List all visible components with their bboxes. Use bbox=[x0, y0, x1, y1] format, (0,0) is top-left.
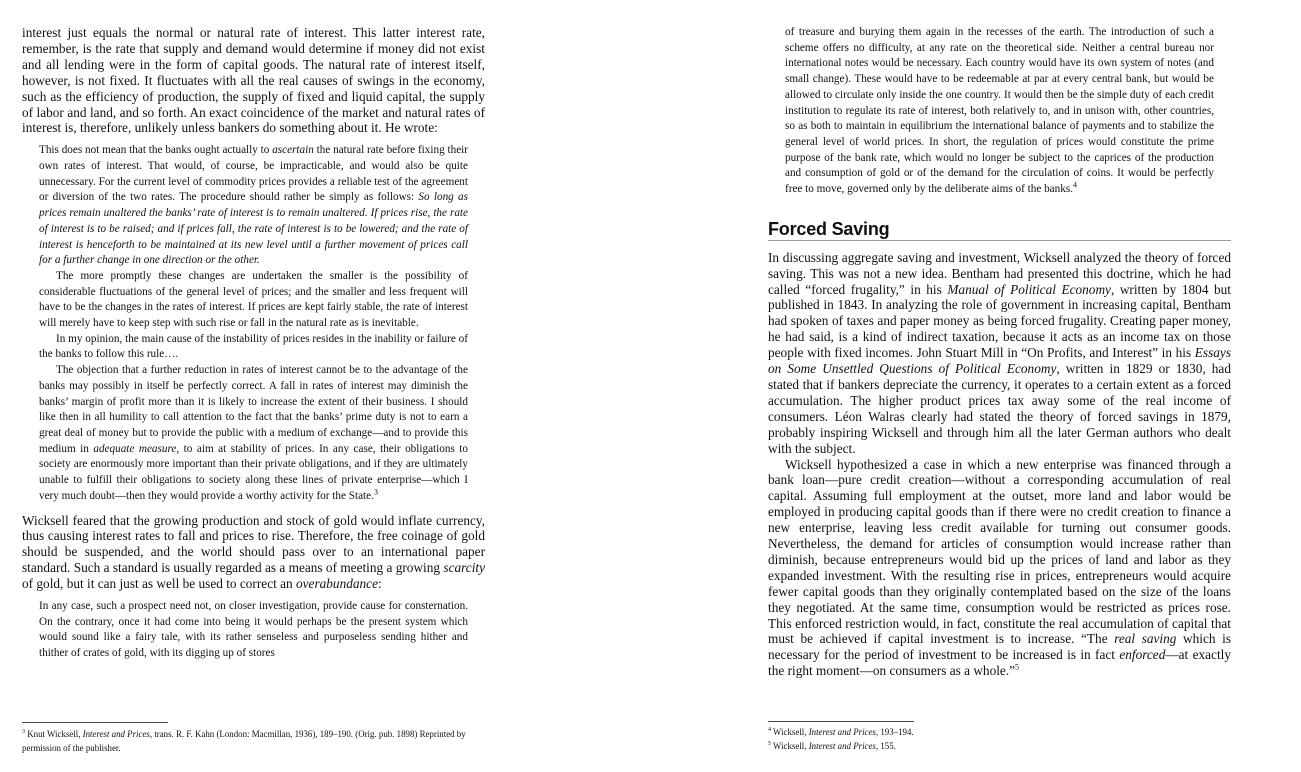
quote-paragraph bbox=[39, 143, 468, 269]
quote-text: , to aim at stability of prices. In any case, their obligations to society are enormously more important than their private obligations, and if they are ultimately unable to fulfill their obligations to society along these lines of private enterprise—which I very much doubt—then they would provide a worthy activity for the State. bbox=[39, 442, 469, 502]
quote-paragraph bbox=[39, 599, 468, 662]
quote-text: In my opinion, the main cause of the instability of prices resides in the inability or failure of the banks to follow this rule…. bbox=[39, 332, 468, 361]
paragraph-emphasis: Essays on Some Unsettled Questions of Political Economy bbox=[768, 345, 1231, 377]
paragraph-emphasis: overabundance bbox=[296, 576, 378, 592]
quote-text: This does not mean that the banks ought actually to bbox=[39, 144, 273, 157]
body-paragraph bbox=[768, 250, 1231, 457]
paragraph-text: : bbox=[377, 576, 382, 592]
block-quote bbox=[22, 599, 485, 662]
quote-text: The objection that a further reduction in rates of interest cannot be to the advantage of the banks may possibly in itself be perfectly correct. A fall in rates of interest may diminish the banks’ margin of profit more than it is likely to increase the extent of their business. I should like then in all humility to call attention to the fact that the banks’ prime duty is not to earn a great deal of money but to provide the public with a medium of exchange—and to provide this medium in bbox=[39, 364, 468, 455]
quote-emphasis: ascertain bbox=[272, 144, 314, 157]
section-heading: Forced Saving bbox=[768, 218, 1231, 241]
footnote-text: 193–194. bbox=[878, 727, 914, 737]
quote-paragraph bbox=[39, 332, 468, 363]
paragraph-text: Wicksell feared that the growing production and stock of gold would inflate currency, thus causing interest rates to fall and prices to rise. Therefore, the free coinage of gold should be suspended, and the world should pass over to an international paper standard. Such a standard is usually regarded as a means of meeting a growing bbox=[22, 512, 485, 576]
quote-paragraph bbox=[39, 363, 468, 504]
footnote-text: 155. bbox=[878, 740, 896, 751]
paragraph-text: which is necessary for the period of investment to be increased is in fact bbox=[768, 631, 1231, 663]
footnote bbox=[768, 740, 1231, 754]
paragraph-emphasis: enforced bbox=[1119, 647, 1166, 663]
quote-emphasis: So long as prices remain unaltered the banks’ rate of interest is to remain unaltered. If prices rise, the rate of interest is to be raised; and if prices fall, the rate of interest is to be lowered; and the rate of interest is henceforth to be maintained at its new level until a further movement of prices call for a further change in one direction or the other. bbox=[39, 191, 469, 267]
body-paragraph bbox=[22, 25, 485, 136]
footnote-number: 3 bbox=[22, 729, 25, 736]
footnote-text: Knut Wicksell, bbox=[25, 729, 83, 739]
footnotes bbox=[768, 726, 1231, 753]
footnote-reference[interactable]: 3 bbox=[373, 487, 378, 497]
footnote-number: 5 bbox=[768, 740, 771, 747]
footnotes bbox=[22, 728, 485, 755]
paragraph-emphasis: real saving bbox=[1114, 631, 1177, 647]
quote-emphasis: adequate measure bbox=[93, 442, 177, 455]
block-quote bbox=[768, 25, 1231, 198]
footnote-text: Wicksell, bbox=[771, 740, 809, 751]
quote-text: of treasure and burying them again in the recesses of the earth. The introduction of such a scheme offers no difficulty, at any rate on the theoretical side. Neither a central bureau nor international notes would be necessary. Each country would have its own system of notes (and small change). These would have to be redeemable at par at every central bank, but would be allowed to circulate only inside the one country. It would then be the simple duty of each credit institution to regulate its rate of interest, both relatively to, and in unison with, other countries, so as both to maintain in equilibrium the international balance of payments and to stabilize the general level of world prices. In short, the regulation of prices would constitute the prime purpose of the bank rate, which would no longer be subject to the caprices of the production and consumption of gold or of the demand for the circulation of coins. It would be perfectly free to move, governed only by the deliberate aims of the banks. bbox=[785, 26, 1214, 196]
footnote bbox=[22, 728, 485, 755]
paragraph-text: Wicksell hypothesized a case in which a new enterprise was financed through a bank loan—pure credit creation—without a corresponding accumulation of real capital. Assuming full employment at the outset, more land and labor would be employed in producing capital goods than if there were no credit creation to finance a new enterprise, leaving less credit available for turning out consumer goods. Nevertheless, the demand for articles of consumption would increase rather than diminish, because entrepreneurs would bid up the prices of land and labor as they expanded investment. With the resulting rise in prices, entrepreneurs would acquire fewer capital goods than they originally contemplated based on the size of the loans they negotiated. At the same time, consumption would be restricted as prices rose. This enforced restriction would, in fact, constitute the real accumulation of capital that must be achieved if capital investment is to increase. “The bbox=[768, 456, 1231, 647]
footnote bbox=[768, 726, 1231, 740]
paragraph-text: , written by 1804 but published in 1843. In analyzing the role of government in increasing capital, Bentham had spoken of taxes and paper money as being forced frugality. Creating paper money, he had said, is a kind of indirect taxation, because it acts as an income tax on those people with fixed incomes. John Stuart Mill in “On Profits, and Interest” in his bbox=[768, 281, 1231, 361]
quote-text: In any case, such a prospect need not, on closer investigation, provide cause for consternation. On the contrary, once it had come into being it would perhaps be the present system which would sound like a fairy tale, with its rather senseless and purposeless sending hither and thither of crates of gold, with its digging up of stores bbox=[39, 600, 468, 660]
footnote-reference[interactable]: 4 bbox=[1073, 180, 1077, 190]
paragraph-text: of gold, but it can just as well be used to correct an bbox=[22, 576, 296, 592]
footnote-text: trans. R. F. Kahn (London: Macmillan, 1936), 189–190. (Orig. pub. 1898) Reprinted by permission of the publisher. bbox=[22, 729, 466, 753]
footnote-divider bbox=[22, 722, 168, 723]
paragraph-text: interest just equals the normal or natural rate of interest. This latter interest rate, remember, is the rate that supply and demand would determine if money did not exist and all lending were in the form of capital goods. The natural rate of interest itself, however, is not fixed. It fluctuates with all the real causes of swings in the economy, such as the efficiency of production, the supply of fixed and liquid capital, the supply of labor and land, and so forth. An exact coincidence of the market and natural rates of interest is, therefore, unlikely unless bankers do something about it. He wrote: bbox=[22, 25, 485, 136]
footnote-emphasis: Interest and Prices, bbox=[808, 727, 879, 737]
footnote-emphasis: Interest and Prices, bbox=[808, 740, 879, 751]
footnote-number: 4 bbox=[768, 727, 771, 734]
block-quote bbox=[22, 143, 485, 504]
paragraph-emphasis: Manual of Political Economy bbox=[947, 281, 1111, 297]
footnote-emphasis: Interest and Prices, bbox=[82, 729, 153, 739]
left-page bbox=[22, 0, 485, 662]
quote-text: the natural rate before fixing their own rates of interest. That would, of course, be impracticable, and would also be quite unnecessary. For the current level of commodity prices provides a reliable test of the agreement or diversion of the two rates. The procedure should rather be simply as follows: bbox=[39, 144, 468, 204]
body-paragraph bbox=[768, 457, 1231, 680]
quote-paragraph bbox=[39, 269, 468, 332]
paragraph-text: In discussing aggregate saving and investment, Wicksell analyzed the theory of forced saving. This was not a new idea. Bentham had presented this doctrine, which he had called “forced frugality,” in his bbox=[768, 249, 1231, 297]
paragraph-text: , written in 1829 or 1830, had stated that if bankers depreciate the currency, it operates to a certain extent as a forced accumulation. The higher product prices tax away some of the real income of consumers. Léon Walras clearly had stated the theory of forced savings in 1879, probably inspiring Wicksell and through him all the later German authors who dealt with the subject. bbox=[768, 361, 1231, 456]
right-page bbox=[768, 0, 1231, 679]
body-paragraph bbox=[22, 513, 485, 593]
footnote-reference[interactable]: 5 bbox=[1015, 662, 1020, 672]
quote-text: The more promptly these changes are undertaken the smaller is the possibility of considerable fluctuations of the general level of prices; and the smaller and less frequent will have to be the changes in the rates of interest. If prices are kept fairly stable, the rate of interest will merely have to keep step with such rise or fall in the natural rate as is inevitable. bbox=[39, 269, 468, 330]
quote-paragraph bbox=[785, 25, 1214, 198]
paragraph-text: —at exactly the right moment—on consumers as a whole.” bbox=[768, 647, 1231, 679]
paragraph-emphasis: scarcity bbox=[443, 560, 485, 576]
footnote-text: Wicksell, bbox=[771, 727, 809, 737]
footnote-divider bbox=[768, 721, 914, 722]
